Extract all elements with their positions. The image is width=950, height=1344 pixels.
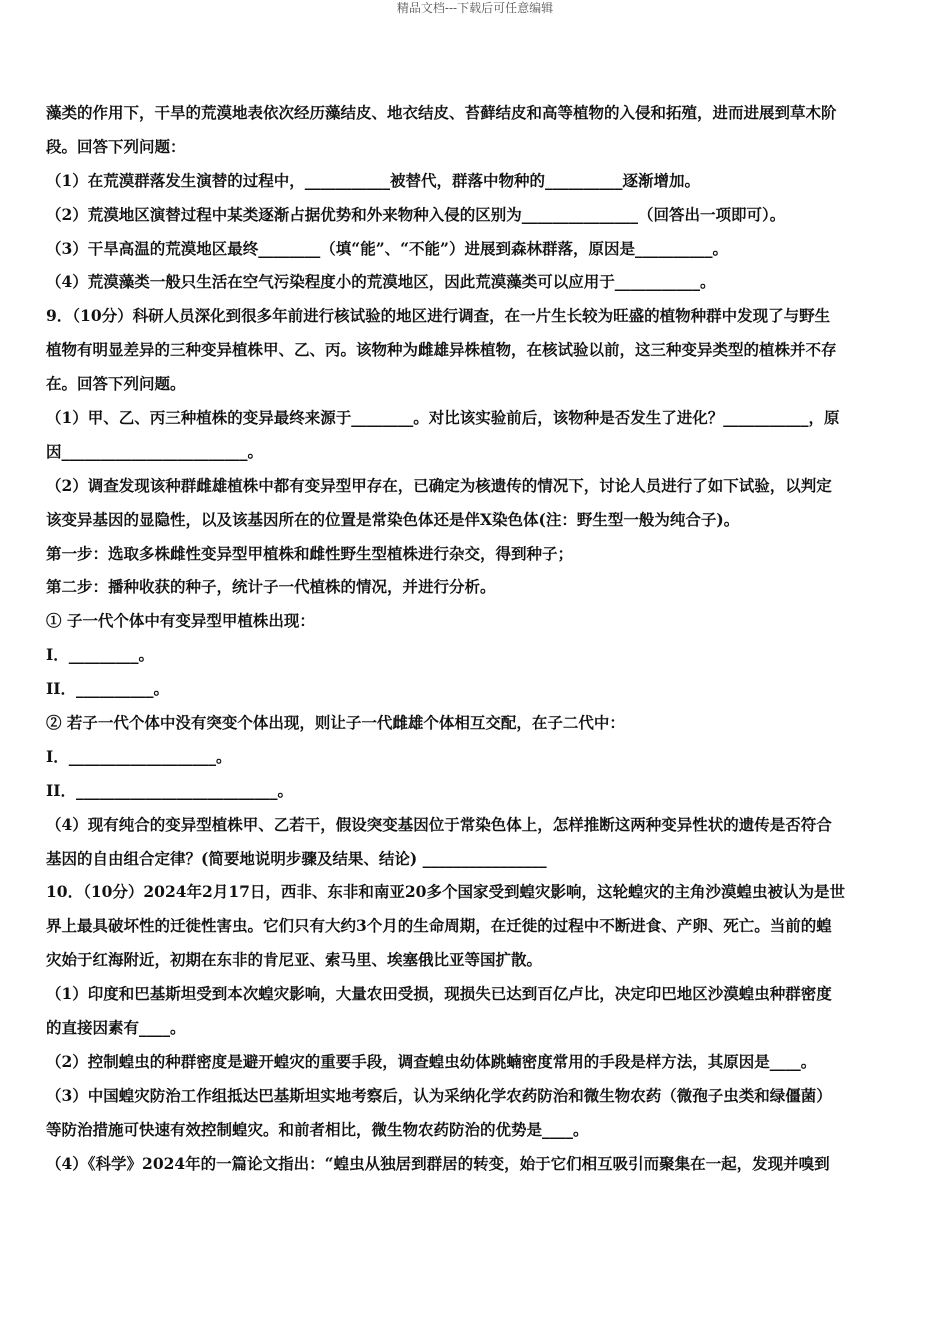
text-line: 的直接因素有____。 (46, 1018, 186, 1038)
text-line: ② 若子一代个体中没有突变个体出现，则让子一代雌雄个体相互交配，在子二代中： (46, 713, 625, 733)
question-9-heading: 9．（10分）科研人员深化到很多年前进行核试验的地区进行调查，在一片生长较为旺盛的植物种群中发现了与野生 (46, 306, 831, 326)
text-line: 在。回答下列问题。 (46, 374, 186, 394)
text-line: （3）干旱高温的荒漠地区最终________（填“能”、“不能”）进展到森林群落，原因是__________。 (46, 238, 728, 258)
text-line: 界上最具破坏性的迁徙性害虫。它们只有大约3个月的生命周期，在迁徙的过程中不断进食、产卵、死亡。当前的蝗 (46, 916, 832, 936)
text-line: （1）甲、乙、丙三种植株的变异最终来源于________。对比该实验前后，该物种是否发生了进化？___________，原 (46, 408, 840, 428)
text-line: （2）荒漠地区演替过程中某类逐渐占据优势和外来物种入侵的区别为_______________（回答出一项即可）。 (46, 204, 786, 224)
text-line: 第一步：选取多株雌性变异型甲植株和雌性野生型植株进行杂交，得到种子； (46, 543, 574, 563)
text-line: （4）《科学》2024年的一篇论文指出：“蝗虫从独居到群居的转变，始于它们相互吸引而聚集在一起，发现并嗅到 (46, 1153, 830, 1173)
text-line: 灾始于红海附近，初期在东非的肯尼亚、索马里、埃塞俄比亚等国扩散。 (46, 950, 543, 970)
text-line: （4）荒漠藻类一般只生活在空气污染程度小的荒漠地区，因此荒漠藻类可以应用于___________。 (46, 272, 716, 292)
text-line: （1）在荒漠群落发生演替的过程中，___________被替代，群落中物种的__________逐渐增加。 (46, 170, 701, 190)
text-line: 该变异基因的显隐性，以及该基因所在的位置是常染色体还是伴X染色体(注：野生型一般为纯合子)。 (46, 509, 740, 529)
page-header: 精品文档---下载后可任意编辑 (396, 1, 554, 15)
text-line: （1）印度和巴基斯坦受到本次蝗灾影响，大量农田受损，现损失已达到百亿卢比，决定印巴地区沙漠蝗虫种群密度 (46, 984, 832, 1004)
text-line: （3）中国蝗灾防治工作组抵达巴基斯坦实地考察后，认为采纳化学农药防治和微生物农药（微孢子虫类和绿僵菌） (46, 1085, 832, 1105)
document-body (46, 96, 906, 1181)
text-line: 因________________________。 (46, 441, 264, 461)
text-line: 段。回答下列问题： (46, 136, 186, 156)
text-line: ① 子一代个体中有变异型甲植株出现： (46, 611, 315, 631)
text-line: I．___________________。 (46, 746, 232, 766)
text-line: 植物有明显差异的三种变异植株甲、乙、丙。该物种为雌雄异株植物，在核试验以前，这三种变异类型的植株并不存 (46, 340, 837, 360)
text-line: I．_________。 (46, 645, 155, 665)
question-10-heading: 10．（10分）2024年2月17日，西非、东非和南亚20多个国家受到蝗灾影响，这轮蝗灾的主角沙漠蝗虫被认为是世 (46, 882, 845, 902)
text-line: （2）调查发现该种群雌雄植株中都有变异型甲存在，已确定为核遗传的情况下，讨论人员进行了如下试验，以判定 (46, 475, 832, 495)
text-line: 藻类的作用下，干旱的荒漠地表依次经历藻结皮、地衣结皮、苔藓结皮和高等植物的入侵和拓殖，进而进展到草木阶 (46, 103, 837, 122)
text-line: 基因的自由组合定律？(简要地说明步骤及结果、结论) ________________ (46, 848, 547, 868)
text-line: II．__________________________。 (46, 780, 294, 800)
text-line: 等防治措施可快速有效控制蝗灾。和前者相比，微生物农药防治的优势是____。 (46, 1119, 589, 1139)
text-line: 第二步：播种收获的种子，统计子一代植株的情况，并进行分析。 (46, 577, 496, 597)
text-line: II．__________。 (46, 679, 170, 699)
text-line: （2）控制蝗虫的种群密度是避开蝗灾的重要手段，调查蝗虫幼体跳蝻密度常用的手段是样方法，其原因是____。 (46, 1051, 817, 1071)
text-line: （4）现有纯合的变异型植株甲、乙若干，假设突变基因位于常染色体上，怎样推断这两种变异性状的遗传是否符合 (46, 814, 832, 834)
